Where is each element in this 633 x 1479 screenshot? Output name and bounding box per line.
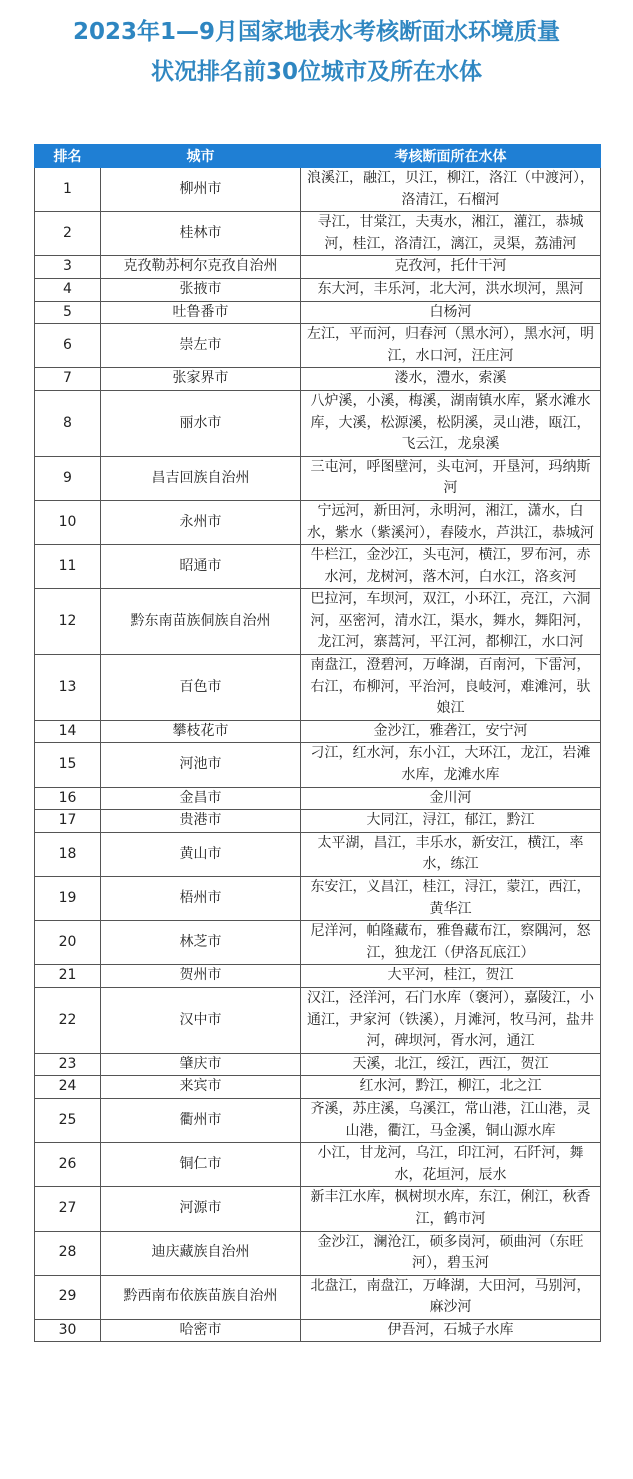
rank-cell: 22	[35, 987, 101, 1053]
water-bodies-cell: 大平河，桂江，贺江	[301, 965, 601, 988]
table-row	[35, 810, 601, 833]
table-row	[35, 212, 601, 256]
rank-cell: 16	[35, 787, 101, 810]
water-bodies-cell: 金沙江，澜沧江，硕多岗河，硕曲河（东旺河），碧玉河	[301, 1231, 601, 1275]
rank-cell: 8	[35, 390, 101, 456]
rank-cell: 20	[35, 921, 101, 965]
table-header-row	[35, 145, 601, 168]
water-bodies-cell: 小江，甘龙河，乌江，印江河，石阡河，舞水，花垣河，辰水	[301, 1143, 601, 1187]
table-row	[35, 1319, 601, 1342]
water-bodies-cell: 天溪，北江，绥江，西江，贺江	[301, 1053, 601, 1076]
rank-cell: 26	[35, 1143, 101, 1187]
water-bodies-cell: 八炉溪，小溪，梅溪，湖南镇水库，紧水滩水库，大溪，松源溪，松阴溪，灵山港，瓯江，飞云江，龙泉溪	[301, 390, 601, 456]
city-cell: 河源市	[101, 1187, 301, 1231]
water-bodies-cell: 齐溪，苏庄溪，乌溪江，常山港，江山港，灵山港，衢江，马金溪，铜山源水库	[301, 1098, 601, 1142]
city-cell: 黄山市	[101, 832, 301, 876]
rank-cell: 5	[35, 301, 101, 324]
rank-cell: 9	[35, 456, 101, 500]
city-cell: 梧州市	[101, 877, 301, 921]
city-cell: 克孜勒苏柯尔克孜自治州	[101, 256, 301, 279]
city-cell: 衢州市	[101, 1098, 301, 1142]
rank-cell: 18	[35, 832, 101, 876]
rank-cell: 10	[35, 500, 101, 544]
rank-cell: 17	[35, 810, 101, 833]
table-row	[35, 921, 601, 965]
table-row	[35, 1098, 601, 1142]
water-bodies-cell: 巴拉河，车坝河，双江，小环江，亮江，六洞河，巫密河，清水江，渠水，舞水，舞阳河，龙江河，寨蒿河，平江河，都柳江，水口河	[301, 589, 601, 655]
water-bodies-cell: 白杨河	[301, 301, 601, 324]
water-bodies-cell: 东大河，丰乐河，北大河，洪水坝河，黑河	[301, 278, 601, 301]
water-bodies-cell: 溇水，澧水，索溪	[301, 368, 601, 391]
water-bodies-cell: 金川河	[301, 787, 601, 810]
city-cell: 崇左市	[101, 324, 301, 368]
city-cell: 林芝市	[101, 921, 301, 965]
city-cell: 桂林市	[101, 212, 301, 256]
title-line-1: 2023年1—9月国家地表水考核断面水环境质量	[72, 19, 561, 45]
table-row	[35, 743, 601, 787]
city-cell: 铜仁市	[101, 1143, 301, 1187]
rank-cell: 6	[35, 324, 101, 368]
rank-cell: 23	[35, 1053, 101, 1076]
water-bodies-cell: 宁远河，新田河，永明河，湘江，潇水，白水，紫水（紫溪河），舂陵水，芦洪江，恭城河	[301, 500, 601, 544]
city-cell: 金昌市	[101, 787, 301, 810]
header-city: 城市	[101, 145, 301, 168]
table-row	[35, 1275, 601, 1319]
water-bodies-cell: 左江，平而河，归春河（黑水河），黑水河，明江，水口河，汪庄河	[301, 324, 601, 368]
ranking-table	[34, 144, 601, 1342]
city-cell: 河池市	[101, 743, 301, 787]
table-row	[35, 390, 601, 456]
table-row	[35, 456, 601, 500]
water-bodies-cell: 三屯河，呼图壁河，头屯河，开垦河，玛纳斯河	[301, 456, 601, 500]
rank-cell: 25	[35, 1098, 101, 1142]
water-bodies-cell: 太平湖，昌江，丰乐水，新安江，横江，率水，练江	[301, 832, 601, 876]
water-bodies-cell: 浪溪江，融江，贝江，柳江，洛江（中渡河），洛清江，石榴河	[301, 168, 601, 212]
table-row	[35, 720, 601, 743]
city-cell: 汉中市	[101, 987, 301, 1053]
city-cell: 昭通市	[101, 545, 301, 589]
city-cell: 迪庆藏族自治州	[101, 1231, 301, 1275]
rank-cell: 7	[35, 368, 101, 391]
city-cell: 柳州市	[101, 168, 301, 212]
city-cell: 永州市	[101, 500, 301, 544]
water-bodies-cell: 东安江，义昌江，桂江，浔江，蒙江，西江，黄华江	[301, 877, 601, 921]
table-row	[35, 1187, 601, 1231]
water-bodies-cell: 金沙江，雅砻江，安宁河	[301, 720, 601, 743]
water-bodies-cell: 红水河，黔江，柳江，北之江	[301, 1076, 601, 1099]
water-bodies-cell: 南盘江，澄碧河，万峰湖，百南河，下雷河，右江，布柳河，平治河，良岐河，难滩河，驮娘江	[301, 655, 601, 721]
rank-cell: 30	[35, 1319, 101, 1342]
header-rank: 排名	[35, 145, 101, 168]
water-bodies-cell: 汉江，泾洋河，石门水库（褒河），嘉陵江，小通江，尹家河（铁溪），月滩河，牧马河，盐井河，碑坝河，胥水河，通江	[301, 987, 601, 1053]
city-cell: 哈密市	[101, 1319, 301, 1342]
rank-cell: 1	[35, 168, 101, 212]
city-cell: 贺州市	[101, 965, 301, 988]
table-row	[35, 987, 601, 1053]
water-bodies-cell: 刁江，红水河，东小江，大环江，龙江，岩滩水库，龙滩水库	[301, 743, 601, 787]
table-row	[35, 1231, 601, 1275]
page-title	[0, 12, 633, 92]
table-row	[35, 787, 601, 810]
city-cell: 肇庆市	[101, 1053, 301, 1076]
table-row	[35, 877, 601, 921]
water-bodies-cell: 大同江，浔江，郁江，黔江	[301, 810, 601, 833]
water-bodies-cell: 克孜河，托什干河	[301, 256, 601, 279]
city-cell: 黔东南苗族侗族自治州	[101, 589, 301, 655]
rank-cell: 13	[35, 655, 101, 721]
rank-cell: 28	[35, 1231, 101, 1275]
table-row	[35, 500, 601, 544]
rank-cell: 27	[35, 1187, 101, 1231]
rank-cell: 21	[35, 965, 101, 988]
table-row	[35, 655, 601, 721]
city-cell: 吐鲁番市	[101, 301, 301, 324]
rank-cell: 24	[35, 1076, 101, 1099]
table-row	[35, 324, 601, 368]
water-bodies-cell: 伊吾河，石城子水库	[301, 1319, 601, 1342]
rank-cell: 2	[35, 212, 101, 256]
water-bodies-cell: 寻江，甘棠江，夫夷水，湘江，灌江，恭城河，桂江，洛清江，漓江，灵渠，荔浦河	[301, 212, 601, 256]
table-row	[35, 1053, 601, 1076]
rank-cell: 15	[35, 743, 101, 787]
rank-cell: 11	[35, 545, 101, 589]
city-cell: 昌吉回族自治州	[101, 456, 301, 500]
table-row	[35, 965, 601, 988]
rank-cell: 4	[35, 278, 101, 301]
table-row	[35, 256, 601, 279]
city-cell: 张掖市	[101, 278, 301, 301]
table-row	[35, 368, 601, 391]
title-line-2: 状况排名前30位城市及所在水体	[150, 59, 482, 85]
city-cell: 贵港市	[101, 810, 301, 833]
table-row	[35, 278, 601, 301]
header-water-bodies: 考核断面所在水体	[301, 145, 601, 168]
city-cell: 百色市	[101, 655, 301, 721]
rank-cell: 12	[35, 589, 101, 655]
city-cell: 攀枝花市	[101, 720, 301, 743]
table-row	[35, 832, 601, 876]
water-bodies-cell: 牛栏江，金沙江，头屯河，横江，罗布河，赤水河，龙树河，落木河，白水江，洛亥河	[301, 545, 601, 589]
table-row	[35, 168, 601, 212]
water-bodies-cell: 新丰江水库，枫树坝水库，东江，俐江，秋香江，鹤市河	[301, 1187, 601, 1231]
rank-cell: 14	[35, 720, 101, 743]
water-bodies-cell: 北盘江，南盘江，万峰湖，大田河，马别河，麻沙河	[301, 1275, 601, 1319]
table-row	[35, 301, 601, 324]
table-row	[35, 1143, 601, 1187]
city-cell: 丽水市	[101, 390, 301, 456]
city-cell: 来宾市	[101, 1076, 301, 1099]
table-row	[35, 589, 601, 655]
city-cell: 张家界市	[101, 368, 301, 391]
rank-cell: 19	[35, 877, 101, 921]
water-bodies-cell: 尼洋河，帕隆藏布，雅鲁藏布江，察隅河，怒江，独龙江（伊洛瓦底江）	[301, 921, 601, 965]
table-row	[35, 1076, 601, 1099]
city-cell: 黔西南布依族苗族自治州	[101, 1275, 301, 1319]
rank-cell: 3	[35, 256, 101, 279]
rank-cell: 29	[35, 1275, 101, 1319]
table-row	[35, 545, 601, 589]
